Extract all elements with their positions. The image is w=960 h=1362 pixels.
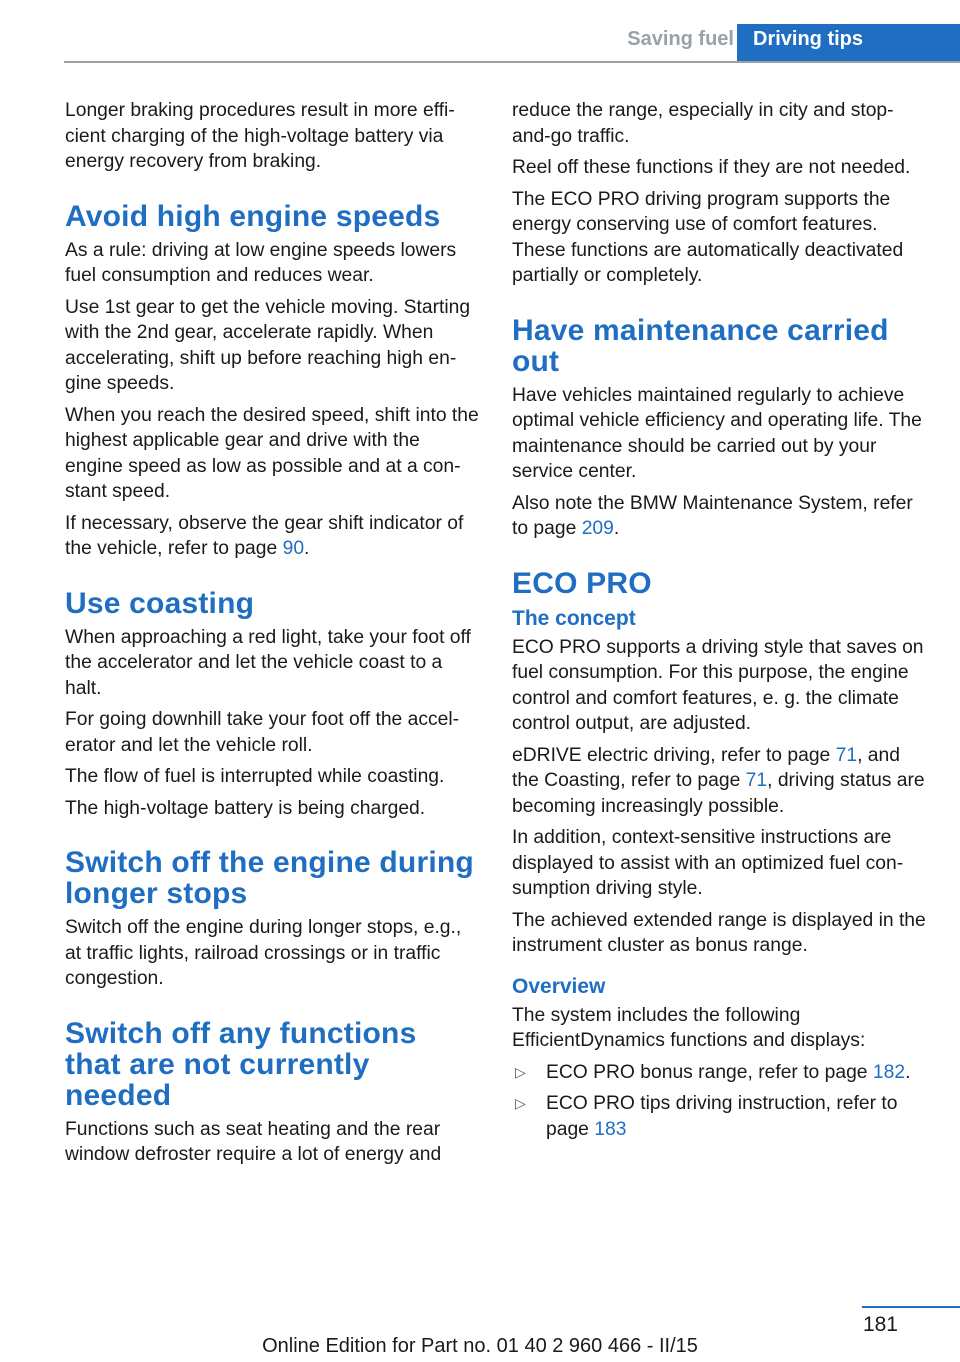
intro-paragraph: Longer braking procedures result in more efficient charging of the high-voltage battery via energy recovery from braking. bbox=[65, 100, 455, 172]
paragraph: The ECO PRO driving program supports the energy conserving use of comfort features. These functions are automatically deactivated partially or completely. bbox=[512, 188, 904, 286]
heading-avoid-high-engine-speeds: Avoid high engine speeds bbox=[65, 199, 441, 233]
paragraph-end: . bbox=[613, 518, 620, 539]
paragraph bbox=[512, 491, 932, 542]
header-chapter-tab: Driving tips bbox=[737, 24, 960, 63]
paragraph: Functions such as seat heating and the rear window defroster require a lot of energy and bbox=[65, 1118, 442, 1165]
heading-use-coasting: Use coasting bbox=[65, 586, 255, 620]
list-item bbox=[512, 1060, 932, 1086]
paragraph: When you reach the desired speed, shift into the highest applicable gear and drive with the engine speed as low as possible and at a constant speed. bbox=[65, 404, 479, 502]
page-link-71[interactable]: 71 bbox=[745, 770, 768, 791]
list-item bbox=[512, 1091, 932, 1142]
triangle-bullet-icon: ▷ bbox=[515, 1063, 526, 1080]
header-section-title: Saving fuel bbox=[627, 28, 734, 50]
paragraph: For going downhill take your foot off the accelerator and let the vehicle roll. bbox=[65, 709, 460, 756]
paragraph: The high-voltage battery is being charged. bbox=[65, 797, 426, 819]
list-item-end: . bbox=[905, 1061, 911, 1083]
paragraph-text: eDRIVE electric driving, refer to page bbox=[512, 744, 836, 766]
page-link-182[interactable]: 182 bbox=[872, 1061, 906, 1083]
paragraph: Switch off the engine during longer stops, e.g., at traffic lights, railroad crossings or in traffic congestion. bbox=[65, 917, 462, 989]
subheading-the-concept: The concept bbox=[512, 606, 636, 630]
paragraph-text: Also note the BMW Maintenance System, refer to page bbox=[512, 492, 913, 539]
paragraph: Reel off these functions if they are not needed. bbox=[512, 157, 911, 178]
heading-eco-pro: ECO PRO bbox=[512, 566, 652, 600]
paragraph: When approaching a red light, take your foot off the accelerator and let the vehicle coast to a halt. bbox=[65, 626, 471, 699]
paragraph-end: . bbox=[304, 538, 310, 559]
paragraph bbox=[65, 511, 480, 562]
footer-divider bbox=[862, 1306, 960, 1308]
heading-switch-off-engine: Switch off the engine during longer stops bbox=[65, 846, 474, 910]
heading-maintenance: Have maintenance carried out bbox=[512, 313, 889, 378]
triangle-bullet-icon: ▷ bbox=[515, 1095, 526, 1111]
paragraph: ECO PRO supports a driving style that saves on fuel consumption. For this purpose, the engine control and comfort features, e. g. the climate control output, are adjusted. bbox=[512, 636, 924, 734]
paragraph-text: If necessary, observe the gear shift indicator of the vehicle, refer to page bbox=[65, 512, 464, 559]
paragraph: Use 1st gear to get the vehicle moving. Starting with the 2nd gear, accelerate rapidly. When accelerating, shift up before reaching high engine speeds. bbox=[65, 296, 471, 394]
list-item-text: ECO PRO bonus range, refer to page bbox=[546, 1061, 873, 1083]
edition-footer: Online Edition for Part no. 01 40 2 960 466 - II/15 bbox=[262, 1335, 698, 1357]
paragraph bbox=[512, 743, 932, 820]
list-item-text: ECO PRO tips driving instruction, refer to page bbox=[546, 1093, 898, 1140]
header-divider bbox=[64, 61, 960, 63]
left-column bbox=[65, 98, 480, 1174]
paragraph: In addition, context-sensitive instructions are displayed to assist with an optimized fuel consumption driving style. bbox=[512, 827, 904, 899]
right-column bbox=[512, 98, 932, 1148]
page-link-209[interactable]: 209 bbox=[581, 518, 614, 539]
subheading-overview: Overview bbox=[512, 974, 606, 998]
page-link-71[interactable]: 71 bbox=[835, 744, 858, 766]
paragraph: reduce the range, especially in city and stop-and-go traffic. bbox=[512, 100, 894, 147]
page-link-183[interactable]: 183 bbox=[594, 1118, 627, 1140]
paragraph: The flow of fuel is interrupted while coasting. bbox=[65, 766, 445, 787]
page-link-90[interactable]: 90 bbox=[282, 538, 305, 559]
paragraph: The achieved extended range is displayed in the instrument cluster as bonus range. bbox=[512, 909, 926, 956]
heading-switch-off-functions: Switch off any functions that are not currently needed bbox=[65, 1016, 417, 1112]
paragraph: The system includes the following EfficientDynamics functions and displays: bbox=[512, 1004, 866, 1051]
paragraph-text: , and the Coasting, refer to page bbox=[512, 744, 900, 791]
paragraph-text: , driving status are becoming increasingly possible. bbox=[512, 770, 925, 817]
overview-list bbox=[512, 1060, 932, 1143]
paragraph: As a rule: driving at low engine speeds lowers fuel consumption and reduces wear. bbox=[65, 239, 457, 286]
paragraph: Have vehicles maintained regularly to achieve optimal vehicle efficiency and operating life. The maintenance should be carried out by your service center. bbox=[512, 384, 922, 482]
page-number: 181 bbox=[862, 1313, 898, 1336]
